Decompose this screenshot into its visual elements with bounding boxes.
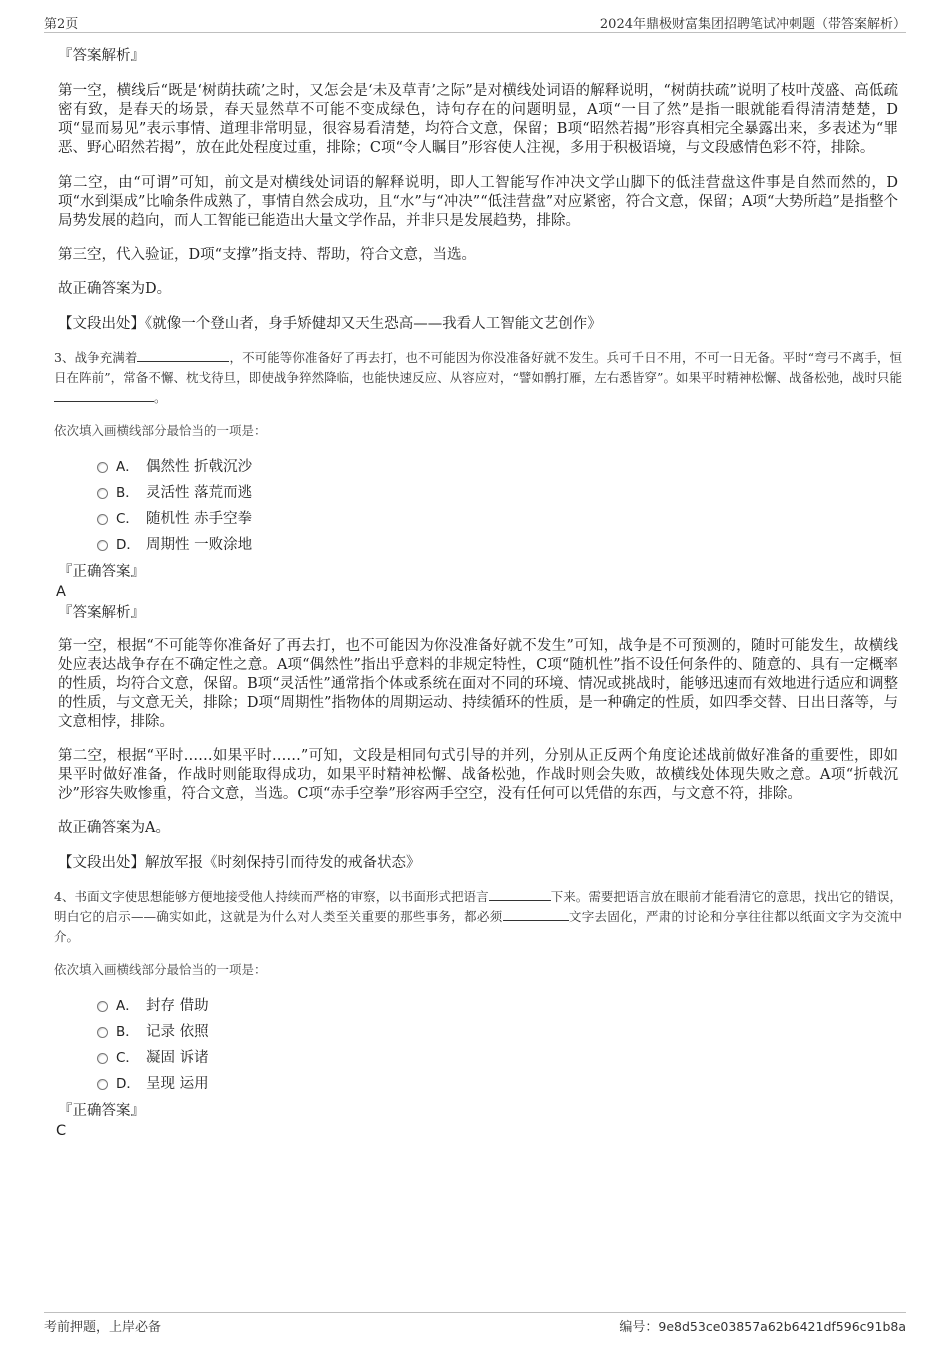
q4-blank-1 — [489, 888, 551, 901]
q4-stem-part1: 4、书面文字使思想能够方便地接受他人持续而严格的审察，以书面形式把语言 — [54, 889, 489, 904]
q3-stem — [54, 348, 902, 408]
q4-option-b[interactable]: B． 记录 依照 — [58, 1019, 898, 1045]
document-title: 2024年鼎极财富集团招聘笔试冲刺题（带答案解析） — [599, 17, 906, 32]
q4-stem — [54, 887, 902, 947]
q4-answer-title: 『正确答案』 — [58, 1103, 145, 1119]
q2-analysis-para2: 第二空，由“可谓”可知，前文是对横线处词语的解释说明，即人工智能写作冲决文学山脚下的低洼营盘这件事是自然而然的，D项“水到渠成”比喻条件成熟了，事情自然会成功，且“水”与“冲决”“低洼营盘”对应紧密，符合文意，保留；A项“大势所趋”是指整个局势发展的趋向，而人工智能已能造出大量文学作品，并非只是发展趋势，排除。 — [58, 175, 898, 229]
page-content — [54, 44, 902, 1141]
q3-options — [58, 454, 898, 558]
q3-analysis-para2: 第二空，根据“平时……如果平时……”可知，文段是相同句式引导的并列，分别从正反两个角度论述战前做好准备的重要性，即如果平时做好准备，作战时则能取得成功，如果平时精神松懈、战备松弛，作战时则会失败，故横线处体现失败之意。A项“折戟沉沙”形容失败惨重，符合文意，当选。C项“赤手空拳”形容两手空空，没有任何可以凭借的东西，与文意不符，排除。 — [58, 748, 898, 802]
radio-icon[interactable] — [97, 1053, 108, 1064]
radio-icon[interactable] — [97, 1079, 108, 1090]
page-footer — [44, 1312, 906, 1337]
q3-answer-title: 『正确答案』 — [58, 564, 145, 580]
footer-slogan: 考前押题，上岸必备 — [44, 1320, 162, 1335]
q3-stem-part1: 3、战争充满着 — [54, 350, 138, 365]
q4-option-c[interactable]: C． 凝固 诉诸 — [58, 1045, 898, 1071]
footer-code-value: 9e8d53ce03857a62b6421df596c91b8a — [658, 1319, 906, 1334]
q4-options — [58, 993, 898, 1097]
page-number: 第2页 — [44, 17, 79, 32]
radio-icon[interactable] — [97, 514, 108, 525]
q2-conclusion: 故正确答案为D。 — [58, 281, 172, 297]
q3-prompt: 依次填入画横线部分最恰当的一项是： — [54, 423, 267, 438]
q3-stem-part3: 。 — [154, 390, 167, 405]
footer-code-label: 编号： — [619, 1320, 659, 1335]
radio-icon[interactable] — [97, 1001, 108, 1012]
q3-option-c[interactable]: C． 随机性 赤手空拳 — [58, 506, 898, 532]
q3-conclusion: 故正确答案为A。 — [58, 820, 170, 836]
radio-icon[interactable] — [97, 1027, 108, 1038]
footer-code — [619, 1316, 906, 1335]
radio-icon[interactable] — [97, 540, 108, 551]
q2-analysis-title: 『答案解析』 — [58, 48, 145, 64]
q2-source: 【文段出处】《就像一个登山者，身手矫健却又天生恐高——我看人工智能文艺创作》 — [58, 316, 602, 332]
q3-blank-2 — [54, 389, 154, 402]
q4-answer: C — [56, 1123, 67, 1139]
q4-option-d[interactable]: D． 呈现 运用 — [58, 1071, 898, 1097]
q3-stem-part2: ，不可能等你准备好了再去打，也不可能因为你没准备好就不发生。兵可千日不用，不可一日无备。平时“弯弓不离手，恒日在阵前”，常备不懈、枕戈待旦，即使战争猝然降临，也能快速反应、从容应对，“譬如鹘打雁，左右悉皆穿”。如果平时精神松懈、战备松弛，战时只能 — [54, 350, 902, 385]
q3-blank-1 — [137, 349, 229, 362]
page-header — [44, 10, 906, 33]
q2-analysis-para1: 第一空，横线后“既是‘树荫扶疏’之时，又怎会是‘未及草青’之际”是对横线处词语的解释说明，“树荫扶疏”说明了枝叶茂盛、高低疏密有致，是春天的场景，春天显然草不可能不变成绿色，诗句存在的问题明显，A项“一目了然”是指一眼就能看得清清楚楚，D项“显而易见”表示事情、道理非常明显，很容易看清楚，均符合文意，保留；B项“昭然若揭”形容真相完全暴露出来，多表述为“罪恶、野心昭然若揭”，放在此处程度过重，排除；C项“令人瞩目”形容使人注视，多用于积极语境，与文段感情色彩不符，排除。 — [58, 83, 898, 156]
q3-answer: A — [56, 584, 66, 600]
q3-analysis-para1: 第一空，根据“不可能等你准备好了再去打，也不可能因为你没准备好就不发生”可知，战争是不可预测的，随时可能发生，故横线处应表达战争存在不确定性之意。A项“偶然性”指出乎意料的非规定特性，C项“随机性”指不设任何条件的、随意的、具有一定概率的性质，均符合文意，保留。B项“灵活性”通常指个体或系统在面对不同的环境、情况或挑战时，能够迅速而有效地进行适应和调整的性质，与文意无关，排除；D项“周期性”指物体的周期运动、持续循环的性质，是一种确定的性质，如四季交替、日出日落等，与文意相悖，排除。 — [58, 638, 898, 730]
q4-prompt: 依次填入画横线部分最恰当的一项是： — [54, 962, 267, 977]
q3-option-a[interactable]: A． 偶然性 折戟沉沙 — [58, 454, 898, 480]
radio-icon[interactable] — [97, 488, 108, 499]
q4-blank-2 — [503, 908, 569, 921]
q3-analysis-title: 『答案解析』 — [58, 605, 145, 621]
q3-option-d[interactable]: D． 周期性 一败涂地 — [58, 532, 898, 558]
radio-icon[interactable] — [97, 462, 108, 473]
q3-source: 【文段出处】解放军报《时刻保持引而待发的戒备状态》 — [58, 855, 421, 871]
q4-stem-part3: 文字去固化，严肃的讨论和分享往往都以纸面文字为交流中介。 — [54, 909, 902, 944]
q2-analysis-para3: 第三空，代入验证，D项“支撑”指支持、帮助，符合文意，当选。 — [58, 247, 476, 263]
q4-option-a[interactable]: A． 封存 借助 — [58, 993, 898, 1019]
q4-stem-part2: 下来。需要把语言放在眼前才能看清它的意思，找出它的错误，明白它的启示——确实如此，这就是为什么对人类至关重要的那些事务，都必须 — [54, 889, 902, 924]
q3-option-b[interactable]: B． 灵活性 落荒而逃 — [58, 480, 898, 506]
